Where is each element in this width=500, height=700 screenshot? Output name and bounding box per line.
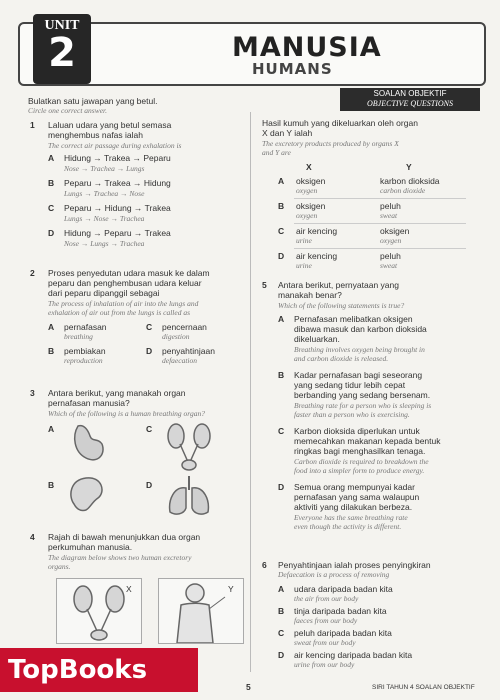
q4b-x-ms: oksigen: [296, 176, 326, 186]
q2-stem-en2: exhalation of air out from the lungs is called as: [48, 308, 191, 317]
q1-option-letter[interactable]: A: [48, 153, 55, 163]
table-divider: [294, 248, 466, 249]
q5-option-letter[interactable]: A: [278, 314, 285, 324]
q4b-option-letter[interactable]: B: [278, 201, 285, 211]
lungs-icon: [164, 474, 214, 518]
q1-option-ms: Peparu → Trakea → Hidung: [64, 178, 171, 188]
instruction-ms: Bulatkan satu jawapan yang betul.: [28, 96, 158, 106]
q5-number: 5: [262, 280, 267, 290]
q2-option-ms: penyahtinjaan: [162, 346, 215, 356]
q5-stem-ms1: Antara berikut, pernyataan yang: [278, 280, 399, 290]
q5-option-ms: Semua orang mempunyai kadar: [294, 482, 415, 492]
q4b-option-letter[interactable]: D: [278, 251, 285, 261]
q5-option-ms: pernafasan yang sama walaupun: [294, 492, 420, 502]
q4b-x-ms: oksigen: [296, 201, 326, 211]
q3-option-letter[interactable]: D: [146, 480, 153, 490]
q6-option-letter[interactable]: D: [278, 650, 285, 660]
q3-option-letter[interactable]: B: [48, 480, 55, 490]
instruction-en: Circle one correct answer.: [28, 106, 108, 115]
q1-option-en: Lungs → Trachea → Nose: [64, 189, 145, 198]
column-y-header: Y: [406, 162, 412, 172]
column-divider: [250, 112, 251, 672]
q5-option-en: Carbon dioxide is required to breakdown the: [294, 457, 429, 466]
q4b-stem-en2: and Y are: [262, 148, 291, 157]
q5-option-letter[interactable]: B: [278, 370, 285, 380]
q6-option-ms: peluh daripada badan kita: [294, 628, 392, 638]
q2-option-letter[interactable]: A: [48, 322, 55, 332]
q6-option-letter[interactable]: C: [278, 628, 285, 638]
q4b-y-en: oxygen: [380, 236, 402, 245]
q1-stem-ms2: menghembus nafas ialah: [48, 130, 143, 140]
q6-option-ms: udara daripada badan kita: [294, 584, 393, 594]
organ-x-label: X: [126, 584, 132, 594]
q1-option-letter[interactable]: B: [48, 178, 55, 188]
q5-option-en: and carbon dioxide is released.: [294, 354, 389, 363]
q5-option-ms: Karbon dioksida diperlukan untuk: [294, 426, 420, 436]
q5-option-en: Breathing rate for a person who is sleeping is: [294, 401, 432, 410]
q2-option-letter[interactable]: B: [48, 346, 55, 356]
q5-option-ms: Kadar pernafasan bagi seseorang: [294, 370, 423, 380]
q6-option-letter[interactable]: B: [278, 606, 285, 616]
q5-option-en: Breathing involves oxygen being brought in: [294, 345, 425, 354]
q2-option-ms: pencernaan: [162, 322, 207, 332]
q3-stem-ms2: pernafasan manusia?: [48, 398, 130, 408]
q4b-x-en: oxygen: [296, 211, 318, 220]
q1-option-en: Nose → Trachea → Lungs: [64, 164, 145, 173]
q4b-y-en: sweat: [380, 261, 398, 270]
q6-option-ms: tinja daripada badan kita: [294, 606, 387, 616]
unit-number: 2: [48, 30, 76, 76]
q2-stem-ms3: dari peparu dipanggil sebagai: [48, 288, 160, 298]
q5-stem-ms2: manakah benar?: [278, 290, 342, 300]
q4b-x-en: oxygen: [296, 186, 318, 195]
q4b-y-en: sweat: [380, 211, 398, 220]
q4b-option-letter[interactable]: A: [278, 176, 285, 186]
q2-option-en: reproduction: [64, 356, 103, 365]
q1-option-letter[interactable]: D: [48, 228, 55, 238]
q4b-stem-ms1: Hasil kumuh yang dikeluarkan oleh organ: [262, 118, 418, 128]
q4-stem-en1: The diagram below shows two human excretory: [48, 553, 192, 562]
q5-option-letter[interactable]: C: [278, 426, 285, 436]
q3-number: 3: [30, 388, 35, 398]
q5-option-en: Everyone has the same breathing rate: [294, 513, 408, 522]
q5-option-en: even though the activity is different.: [294, 522, 402, 531]
q5-option-ms: berbanding yang sedang bersenam.: [294, 390, 431, 400]
stomach-icon: [66, 422, 110, 466]
q6-option-en: faeces from our body: [294, 616, 358, 625]
q4b-x-en: urine: [296, 261, 312, 270]
q4b-x-ms: air kencing: [296, 226, 338, 236]
q2-option-en: digestion: [162, 332, 190, 341]
q1-option-en: Lungs → Nose → Trachea: [64, 214, 145, 223]
q6-stem-en: Defaecation is a process of removing: [278, 570, 390, 579]
q1-stem-en: The correct air passage during exhalation is: [48, 141, 182, 150]
q2-stem-ms2: peparu dan penghembusan udara keluar: [48, 278, 202, 288]
topbooks-logo: TopBooks: [0, 648, 198, 692]
q6-number: 6: [262, 560, 267, 570]
q4-stem-ms1: Rajah di bawah menunjukkan dua organ: [48, 532, 201, 542]
q4b-y-ms: karbon dioksida: [380, 176, 440, 186]
q2-stem-ms1: Proses penyedutan udara masuk ke dalam: [48, 268, 210, 278]
q4b-x-ms: air kencing: [296, 251, 338, 261]
page-title: MANUSIA: [232, 32, 382, 63]
q2-option-en: defaecation: [162, 356, 197, 365]
q5-option-ms: dibawa masuk dan karbon dioksida: [294, 324, 427, 334]
q5-option-ms: Pernafasan melibatkan oksigen: [294, 314, 413, 324]
q4-stem-ms2: perkumuhan manusia.: [48, 542, 133, 552]
ear-icon: [64, 474, 112, 514]
q3-option-letter[interactable]: C: [146, 424, 153, 434]
q5-option-ms: memecahkan makanan kepada bentuk: [294, 436, 441, 446]
q6-stem-ms: Penyahtinjaan ialah proses penyingkiran: [278, 560, 431, 570]
q1-option-ms: Hidung → Peparu → Trakea: [64, 228, 171, 238]
q2-option-en: breathing: [64, 332, 93, 341]
page-number: 5: [246, 682, 251, 692]
kidney-icon: [164, 420, 214, 472]
q5-option-ms: dikeluarkan.: [294, 334, 340, 344]
q5-option-letter[interactable]: D: [278, 482, 285, 492]
q4-stem-en2: organs.: [48, 562, 71, 571]
table-divider: [294, 223, 466, 224]
q5-option-en: food into a simpler form to produce energy.: [294, 466, 425, 475]
q4b-y-ms: peluh: [380, 201, 401, 211]
q1-stem-ms1: Laluan udara yang betul semasa: [48, 120, 172, 130]
q6-option-en: urine from our body: [294, 660, 355, 669]
q4b-option-letter[interactable]: C: [278, 226, 285, 236]
q3-stem-en: Which of the following is a human breathing organ?: [48, 409, 205, 418]
series-label: SIRI TAHUN 4 SOALAN OBJEKTIF: [372, 684, 475, 691]
q6-option-letter[interactable]: A: [278, 584, 285, 594]
q2-stem-en1: The process of inhalation of air into the lungs and: [48, 299, 199, 308]
section-tag: [340, 88, 480, 111]
q3-stem-ms1: Antara berikut, yang manakah organ: [48, 388, 186, 398]
page-subtitle: HUMANS: [252, 60, 333, 78]
q6-option-ms: air kencing daripada badan kita: [294, 650, 413, 660]
q1-option-ms: Hidung → Trakea → Peparu: [64, 153, 171, 163]
q4b-stem-ms2: X dan Y ialah: [262, 128, 313, 138]
q1-option-en: Nose → Lungs → Trachea: [64, 239, 145, 248]
column-x-header: X: [306, 162, 312, 172]
q4b-stem-en1: The excretory products produced by organs X: [262, 139, 399, 148]
q4b-y-en: carbon dioxide: [380, 186, 426, 195]
q6-option-en: sweat from our body: [294, 638, 356, 647]
q1-option-ms: Peparu → Hidung → Trakea: [64, 203, 171, 213]
q2-option-ms: pembiakan: [64, 346, 106, 356]
unit-label: UNIT: [44, 18, 80, 33]
q4b-y-ms: oksigen: [380, 226, 410, 236]
q2-option-letter[interactable]: D: [146, 346, 153, 356]
section-tag-ms: SOALAN OBJEKTIF: [373, 89, 447, 98]
table-divider: [294, 198, 466, 199]
q5-option-ms: yang sedang tidur lebih cepat: [294, 380, 406, 390]
unit-badge: [33, 14, 91, 84]
q4b-x-en: urine: [296, 236, 312, 245]
q2-option-ms: pernafasan: [64, 322, 107, 332]
q4-number: 4: [30, 532, 35, 542]
q5-option-ms: ringkas bagi menghasilkan tenaga.: [294, 446, 426, 456]
q2-option-letter[interactable]: C: [146, 322, 153, 332]
section-tag-en: OBJECTIVE QUESTIONS: [367, 99, 453, 108]
organ-y-label: Y: [228, 584, 234, 594]
q4b-y-ms: peluh: [380, 251, 401, 261]
q5-option-en: faster than a person who is exercising.: [294, 410, 410, 419]
q6-option-en: the air from our body: [294, 594, 359, 603]
q3-option-letter[interactable]: A: [48, 424, 55, 434]
q1-option-letter[interactable]: C: [48, 203, 55, 213]
q5-option-ms: aktiviti yang dilakukan berbeza.: [294, 502, 413, 512]
q5-stem-en: Which of the following statements is true?: [278, 301, 405, 310]
q1-number: 1: [30, 120, 35, 130]
q2-number: 2: [30, 268, 35, 278]
